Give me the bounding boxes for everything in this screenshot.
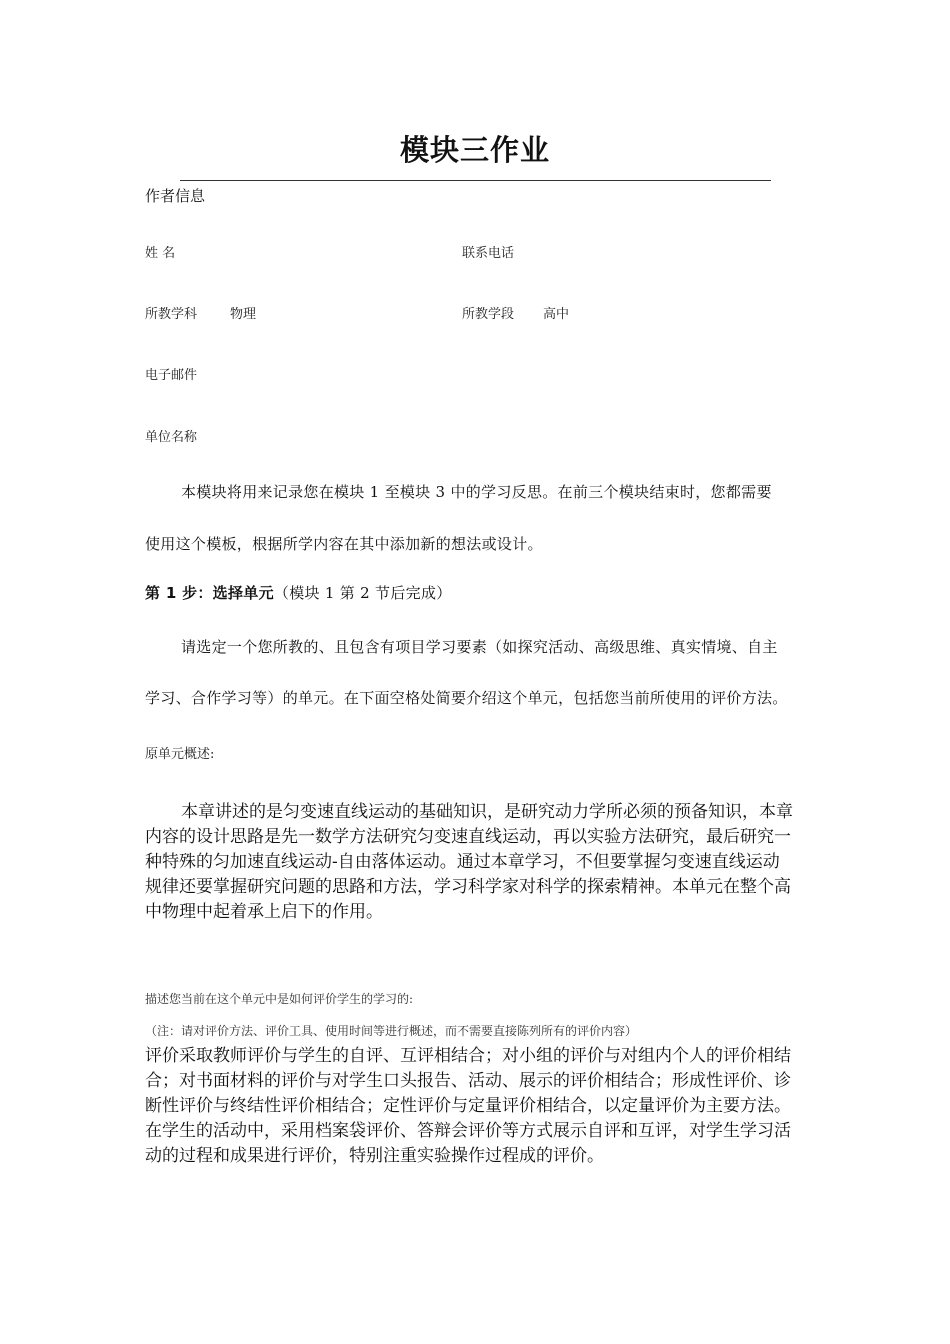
name-label: 姓 名	[145, 246, 176, 261]
subject-value: 物理	[230, 307, 257, 322]
assessment-note: （注：请对评价方法、评价工具、使用时间等进行概述，而不需要直接陈列所有的评价内容）	[145, 1024, 638, 1038]
phone-label: 联系电话	[462, 246, 515, 261]
assessment-text: 评价采取教师评价与学生的自评、互评相结合；对小组的评价与对组内个人的评价相结合；对书面材料的评价与对学生口头报告、活动、展示的评价相结合；形成性评价、诊断性评价与终结性评价相结合；定性评价与定量评价相结合，以定量评价为主要方法。在学生的活动中，采用档案袋评价、答辩会评价等方式展示自评和互评，对学生学习活动的过程和成果进行评价，特别注重实验操作过程成的评价。	[145, 1046, 791, 1166]
subject-label: 所教学科	[145, 307, 198, 322]
org-label: 单位名称	[145, 430, 198, 445]
step1-heading-rest: （模块 1 第 2 节后完成）	[273, 584, 452, 602]
email-label: 电子邮件	[145, 368, 198, 383]
stage-value: 高中	[543, 307, 570, 322]
author-section-label: 作者信息	[145, 187, 206, 205]
intro-line-2: 使用这个模板，根据所学内容在其中添加新的想法或设计。	[145, 535, 543, 553]
document-title: 模块三作业	[399, 133, 550, 167]
step1-heading-bold: 第 1 步：选择单元	[145, 584, 274, 602]
stage-label: 所教学段	[462, 307, 515, 322]
intro-line-1: 本模块将用来记录您在模块 1 至模块 3 中的学习反思。在前三个模块结束时，您都需要	[181, 483, 772, 501]
title-underline	[180, 180, 771, 181]
overview-label: 原单元概述:	[145, 747, 215, 762]
step1-heading	[145, 582, 452, 603]
overview-text: 本章讲述的是匀变速直线运动的基础知识，是研究动力学所必须的预备知识，本章内容的设计思路是先一数学方法研究匀变速直线运动，再以实验方法研究，最后研究一种特殊的匀加速直线运动-自由落体运动。通过本章学习，不但要掌握匀变速直线运动规律还要掌握研究问题的思路和方法，学习科学家对科学的探索精神。本单元在整个高中物理中起着承上启下的作用。	[145, 802, 793, 922]
step1-desc-line-1: 请选定一个您所教的、且包含有项目学习要素（如探究活动、高级思维、真实情境、自主	[181, 638, 778, 656]
assessment-label: 描述您当前在这个单元中是如何评价学生的学习的:	[145, 992, 414, 1006]
step1-desc-line-2: 学习、合作学习等）的单元。在下面空格处简要介绍这个单元，包括您当前所使用的评价方法。	[145, 689, 788, 707]
